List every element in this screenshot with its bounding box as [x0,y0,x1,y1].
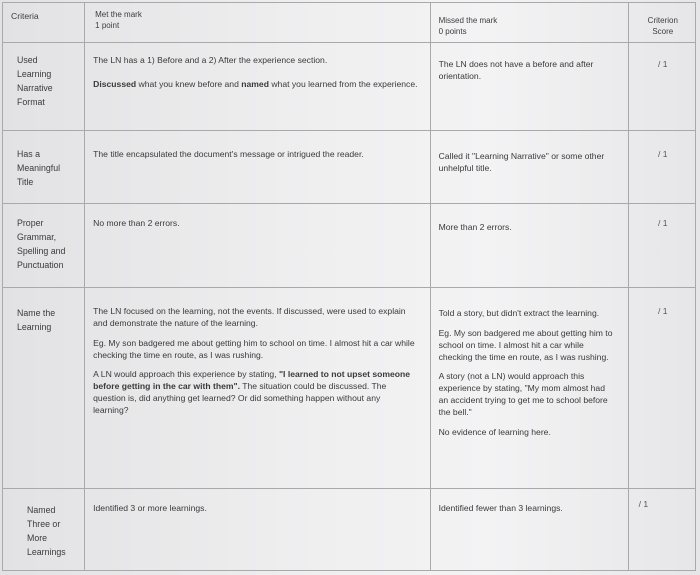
met-text: No more than 2 errors. [93,218,180,229]
met-text: The LN focused on the learning, not the events. If discussed, were used to explain and demonstrate the nature of the learning. [93,306,406,328]
met-text: The title encapsulated the document's message or intrigued the reader. [93,148,364,159]
criterion-line: Learnings [27,547,66,558]
missed-text: Eg. My son badgered me about getting him to school on time. I almost hit a car while checking the time en route, as I was rushing. [438,327,613,362]
missed-header-title: Missed the mark [438,16,498,25]
score-cell [628,130,695,204]
score-cell [628,288,695,489]
criterion-line: Named [27,505,56,516]
score-value: / 1 [658,306,668,317]
met-cell [85,288,430,489]
rubric-row [3,288,696,489]
criterion-line: Format [17,97,45,108]
missed-text: More than 2 errors. [438,222,512,233]
criterion-line: Punctuation [17,260,64,271]
score-value: / 1 [658,58,668,69]
met-text: The LN has a 1) Before and a 2) After the experience section. [93,54,328,65]
met-header-title: Met the mark [95,10,142,19]
criterion-line: Name the [17,308,56,319]
missed-header [430,3,628,43]
header-row [3,3,696,43]
criteria-header [3,3,85,43]
criterion-line: Three or [27,519,61,530]
rubric-row [3,130,696,204]
criterion-cell [3,42,85,130]
score-value: / 1 [658,148,668,159]
met-cell [85,130,430,204]
criterion-line: Meaningful [17,162,61,173]
rubric-table [2,2,696,571]
criterion-line: Learning [17,68,52,79]
criteria-header-label: Criteria [11,11,39,21]
criterion-line: More [27,533,48,544]
score-cell [628,204,695,288]
missed-cell [430,130,628,204]
met-text [93,369,415,416]
rubric-row [3,489,696,571]
criterion-cell [3,489,85,571]
met-text: Eg. My son badgered me about getting him to school on time. I almost hit a car while checking the time en route, as I was rushing. [93,337,415,360]
met-cell [85,204,430,288]
missed-text: No evidence of learning here. [438,426,551,437]
missed-cell [430,204,628,288]
score-header-subtitle: Score [652,27,674,37]
criterion-line: Proper [17,218,44,229]
met-cell [85,489,430,571]
missed-text: The LN does not have a before and after orientation. [438,58,594,81]
criterion-line: Has a [17,148,40,159]
met-cell [85,42,430,130]
missed-cell [430,489,628,571]
met-header [85,3,430,43]
missed-text: Told a story, but didn't extract the learning. [438,308,600,319]
missed-text: A story (not a LN) would approach this experience by stating, "My mom almost had an accident trying to get me to school before the bell." [438,371,608,418]
missed-header-points: 0 points [438,27,467,37]
met-text: Identified 3 or more learnings. [93,503,207,514]
criterion-line: Grammar, [17,232,57,243]
met-text: Discussed what you knew before and named what you learned from the experience. [93,78,418,89]
met-header-points: 1 point [95,21,120,31]
missed-text: Identified fewer than 3 learnings. [438,503,563,514]
criterion-line: Spelling and [17,246,66,257]
missed-cell [430,288,628,489]
score-value: / 1 [658,218,668,229]
score-header-title: Criterion [647,16,678,25]
criterion-line: Narrative [17,83,53,94]
criterion-line: Used [17,54,38,65]
criterion-line: Title [17,176,34,187]
score-header [628,3,695,43]
rubric-row [3,42,696,130]
criterion-cell [3,288,85,489]
missed-cell [430,42,628,130]
missed-text: Called it "Learning Narrative" or some other unhelpful title. [438,150,605,173]
met-example-text: A LN would approach this experience by stating, "I learned to not upset someone before getting in the car with them". The situation could be discussed. The question is, did anything get learned? Or did something happen without any learning? [93,369,411,416]
score-cell [628,42,695,130]
criterion-cell [3,130,85,204]
score-value: / 1 [638,499,649,510]
score-cell [628,489,695,571]
criterion-line: Learning [17,322,52,333]
criterion-cell [3,204,85,288]
rubric-row [3,204,696,288]
